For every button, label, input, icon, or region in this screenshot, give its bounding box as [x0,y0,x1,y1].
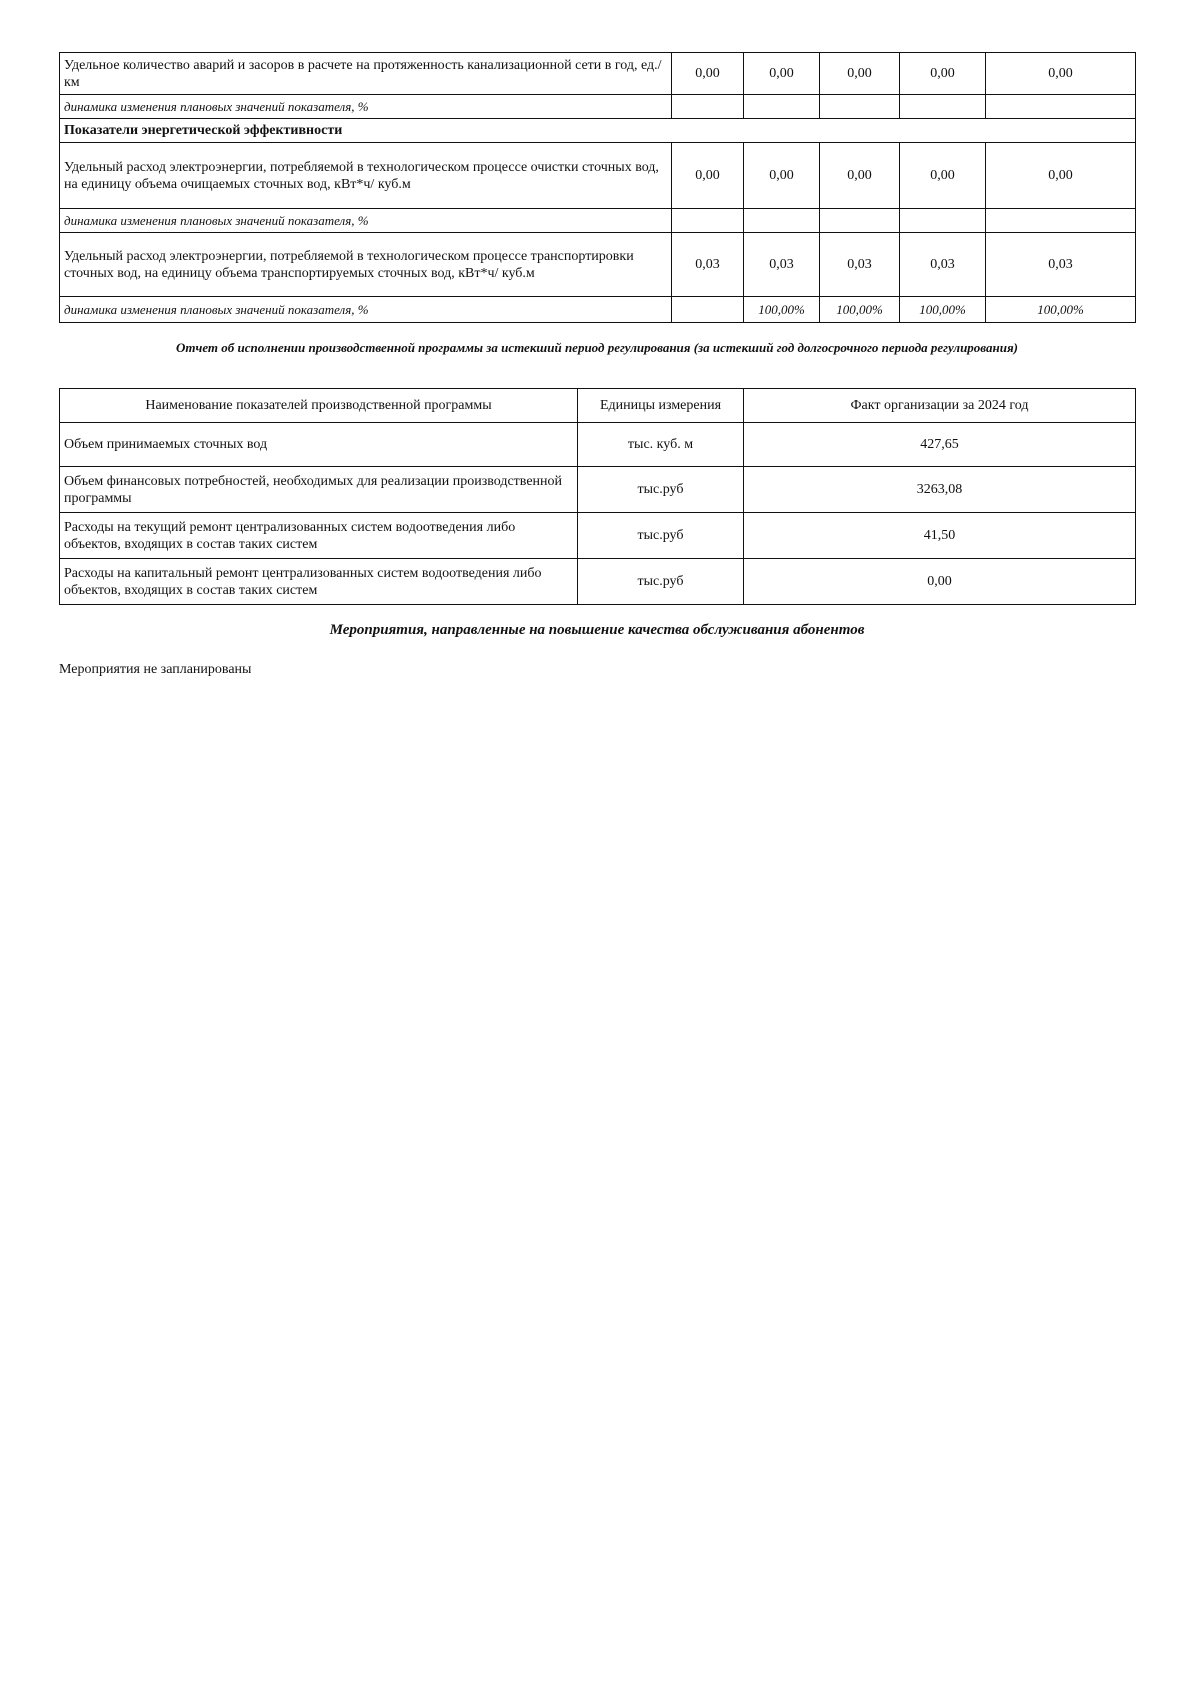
dynamic-value [986,95,1136,119]
report-row-name: Расходы на текущий ремонт централизованных систем водоотведения либо объектов, входящих в состав таких систем [60,513,578,559]
events-heading: Мероприятия, направленные на повышение качества обслуживания абонентов [329,622,865,638]
dynamic-value: 100,00% [986,297,1136,323]
events-note: Мероприятия не запланированы [59,662,252,677]
report-row-name: Объем принимаемых сточных вод [60,423,578,467]
dynamic-value [900,95,986,119]
report-row-unit: тыс.руб [578,513,744,559]
dynamic-value: 100,00% [744,297,820,323]
report-row [60,423,1136,467]
dynamic-value: 100,00% [900,297,986,323]
indicator-row [60,53,1136,95]
report-table [59,388,1136,605]
dynamic-value [672,209,744,233]
indicator-label: Удельный расход электроэнергии, потребляемой в технологическом процессе очистки сточных вод, на единицу объема очищаемых сточных вод, кВт*ч/ куб.м [60,143,672,209]
section-row [60,119,1136,143]
report-row-unit: тыс.руб [578,467,744,513]
report-row-fact: 3263,08 [744,467,1136,513]
indicator-value: 0,00 [672,53,744,95]
report-row-name: Расходы на капитальный ремонт централизованных систем водоотведения либо объектов, входящих в состав таких систем [60,559,578,605]
report-row [60,467,1136,513]
report-row [60,513,1136,559]
indicator-value: 0,00 [820,53,900,95]
dynamic-value [900,209,986,233]
indicator-value: 0,00 [986,143,1136,209]
header-fact: Факт организации за 2024 год [744,389,1136,423]
indicator-row [60,143,1136,209]
indicator-value: 0,03 [986,233,1136,297]
indicator-value: 0,00 [900,143,986,209]
report-header-row [60,389,1136,423]
dynamic-value [986,209,1136,233]
dynamic-label: динамика изменения плановых значений показателя, % [60,95,672,119]
report-row-fact: 0,00 [744,559,1136,605]
report-row-unit: тыс.руб [578,559,744,605]
indicator-value: 0,00 [900,53,986,95]
dynamic-row [60,95,1136,119]
indicator-label: Удельный расход электроэнергии, потребляемой в технологическом процессе транспортировки сточных вод, на единицу объема транспортируемых сточных вод, кВт*ч/ куб.м [60,233,672,297]
dynamic-value [744,209,820,233]
indicators-table [59,52,1136,323]
indicator-value: 0,00 [744,143,820,209]
dynamic-value [820,95,900,119]
dynamic-value [672,95,744,119]
report-row-fact: 427,65 [744,423,1136,467]
indicator-value: 0,03 [744,233,820,297]
indicator-value: 0,00 [820,143,900,209]
report-row [60,559,1136,605]
report-row-fact: 41,50 [744,513,1136,559]
dynamic-label: динамика изменения плановых значений показателя, % [60,297,672,323]
indicator-value: 0,00 [986,53,1136,95]
section-title: Показатели энергетической эффективности [60,119,1136,143]
indicator-value: 0,03 [900,233,986,297]
dynamic-label: динамика изменения плановых значений показателя, % [60,209,672,233]
dynamic-value [744,95,820,119]
dynamic-value: 100,00% [820,297,900,323]
header-unit: Единицы измерения [578,389,744,423]
header-name: Наименование показателей производственной программы [60,389,578,423]
report-row-name: Объем финансовых потребностей, необходимых для реализации производственной программы [60,467,578,513]
dynamic-row [60,209,1136,233]
report-row-unit: тыс. куб. м [578,423,744,467]
indicator-label: Удельное количество аварий и засоров в расчете на протяженность канализационной сети в год, ед./км [60,53,672,95]
dynamic-value [820,209,900,233]
indicator-value: 0,00 [744,53,820,95]
dynamic-value [672,297,744,323]
dynamic-row [60,297,1136,323]
indicator-value: 0,03 [820,233,900,297]
indicator-row [60,233,1136,297]
report-heading: Отчет об исполнении производственной программы за истекший период регулирования (за истекший год долгосрочного периода регулирования) [176,340,1018,355]
indicator-value: 0,03 [672,233,744,297]
indicator-value: 0,00 [672,143,744,209]
